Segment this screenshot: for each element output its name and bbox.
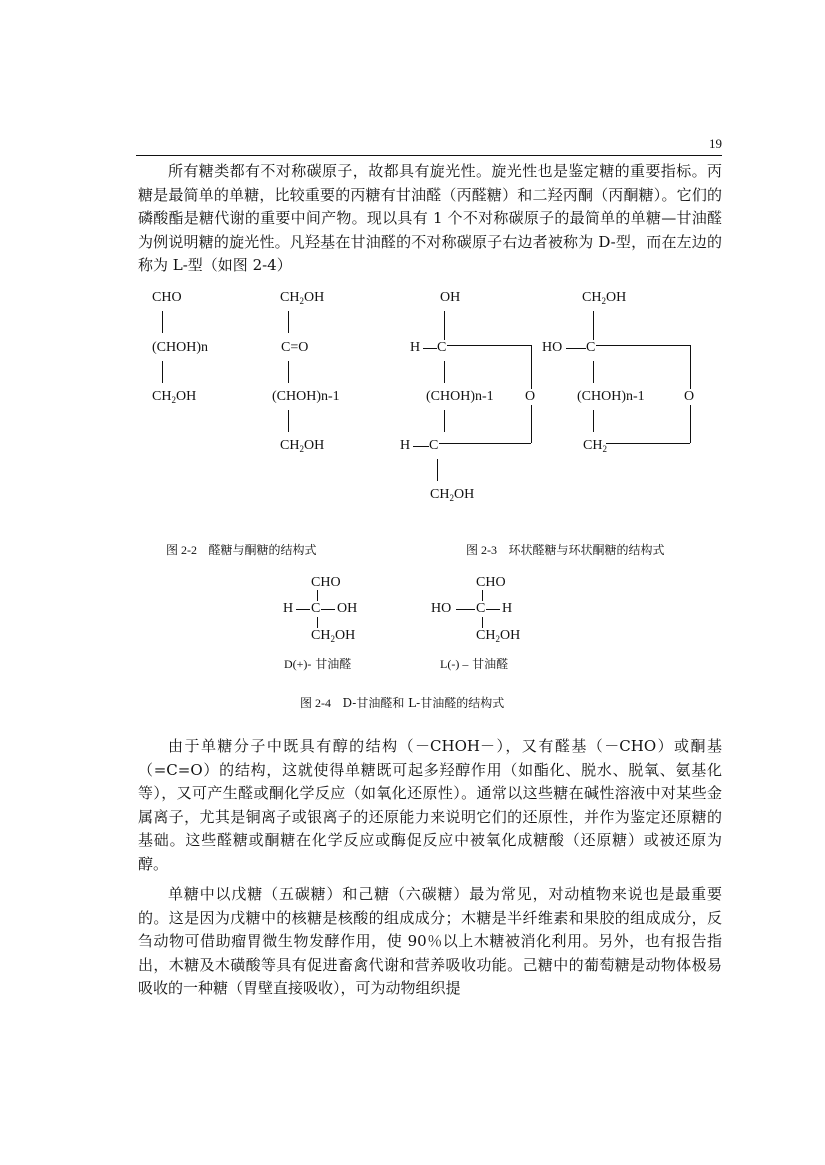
cyclic-ketose-top: $CH_2OH$ — [582, 290, 627, 306]
d-glyceraldehyde-label: D(+)- 甘油醛 — [284, 657, 352, 671]
bond — [317, 617, 318, 628]
l-glyceraldehyde-label: L(-) – 甘油醛 — [440, 657, 509, 671]
bond — [482, 590, 483, 601]
ketose-top: $CH_2OH$ — [280, 290, 325, 306]
figure-2-3-caption: 图 2-3 环状醛糖与环状酮糖的结构式 — [466, 543, 665, 557]
bond — [288, 361, 289, 383]
cyclic-ketose-middle: (CHOH)n-1 — [577, 389, 645, 404]
cyclic-ketose-bottom: $CH_2$ — [583, 438, 607, 454]
cyclic-aldose-middle: (CHOH)n-1 — [426, 389, 494, 404]
d-glyceraldehyde-oh: OH — [337, 601, 358, 616]
bond — [437, 459, 438, 481]
cyclic-ketose-ho: HO — [542, 340, 563, 355]
cyclic-aldose-h2: H — [400, 438, 411, 453]
bond — [482, 617, 483, 628]
l-glyceraldehyde-ho: HO — [431, 601, 452, 616]
bond — [288, 410, 289, 432]
bond — [444, 311, 445, 340]
paragraph-intro: 所有糖类都有不对称碳原子，故都具有旋光性。旋光性也是鉴定糖的重要指标。丙糖是最简单的单糖，比较重要的丙糖有甘油醛（丙醛糖）和二羟丙酮（丙酮糖）。它们的磷酸酯是糖代谢的重要中间产物。现以具有 1 个不对称碳原子的最简单的单糖—甘油醛为例说明糖的旋光性。凡羟基在甘油醛的不对称碳原子右边者被称为 D-型，而在左边的称为 L-型（如图 2-4） — [138, 162, 722, 274]
bond — [444, 410, 445, 432]
ketose-bottom: $CH_2OH$ — [280, 438, 325, 454]
bond — [593, 311, 594, 340]
bond — [288, 311, 289, 333]
cyclic-aldose-ring-o: O — [525, 389, 536, 404]
d-glyceraldehyde-top: CHO — [311, 575, 341, 590]
bond — [444, 361, 445, 383]
ketose-carbonyl: C=O — [281, 340, 309, 355]
d-glyceraldehyde-h: H — [283, 601, 294, 616]
bond — [317, 590, 318, 601]
ring-bond — [439, 443, 531, 444]
l-glyceraldehyde-bottom: $CH_2OH$ — [476, 628, 521, 644]
cyclic-ketose-ring-o: O — [684, 389, 695, 404]
paragraph-reactivity: 由于单糖分子中既具有醇的结构（－CHOH－），又有醛基（－CHO）或酮基（=C=O）的结构，这就使得单糖既可起多羟醇作用（如酯化、脱水、脱氧、氨基化等），又可产生醛或酮化学反应（如氧化还原性）。通常以这些糖在碱性溶液中对某些金属离子，尤其是铜离子或银离子的还原能力来说明它们的还原性，并作为鉴定还原糖的基础。这些醛糖或酮糖在化学反应或酶促反应中被氧化成糖酸（还原糖）或被还原为醇。 — [138, 737, 722, 873]
figure-2-4-caption: 图 2-4 D-甘油醛和 L-甘油醛的结构式 — [300, 696, 505, 710]
ring-bond — [596, 345, 690, 346]
cyclic-ketose-c1: C — [586, 340, 596, 355]
cyclic-aldose-c1: C — [437, 340, 447, 355]
l-glyceraldehyde-top: CHO — [476, 575, 506, 590]
header-rule — [136, 155, 722, 156]
bond — [321, 609, 335, 610]
aldose-middle: (CHOH)n — [152, 340, 208, 355]
cyclic-aldose-c2: C — [429, 438, 439, 453]
bond — [296, 609, 310, 610]
cyclic-aldose-h1: H — [410, 340, 421, 355]
ring-bond — [447, 345, 531, 346]
bond — [566, 348, 586, 349]
bond — [486, 609, 500, 610]
d-glyceraldehyde-bottom: $CH_2OH$ — [311, 628, 356, 644]
bond — [413, 446, 429, 447]
page-number: 19 — [709, 136, 722, 151]
l-glyceraldehyde-h: H — [502, 601, 513, 616]
paragraph-pentose-hexose: 单糖中以戊糖（五碳糖）和己糖（六碳糖）最为常见，对动植物来说也是最重要的。这是因为戊糖中的核糖是核酸的组成成分；木糖是半纤维素和果胶的组成成分，反刍动物可借助瘤胃微生物发酵作用，使 90％以上木糖被消化利用。另外，也有报告指出，木糖及木磺酸等具有促进畜禽代谢和营养吸收功能。己糖中的葡萄糖是动物体极易吸收的一种糖（胃壁直接吸收），可为动物组织提 — [138, 885, 722, 997]
ketose-middle: (CHOH)n-1 — [272, 389, 340, 404]
aldose-bottom: $CH_2OH$ — [152, 389, 197, 405]
ring-bond — [606, 443, 690, 444]
l-glyceraldehyde-c: C — [476, 601, 486, 616]
bond — [162, 311, 163, 333]
figure-2-2-caption: 图 2-2 醛糖与酮糖的结构式 — [166, 543, 317, 557]
bond — [423, 348, 437, 349]
bond — [456, 609, 475, 610]
d-glyceraldehyde-c: C — [311, 601, 321, 616]
cyclic-aldose-bottom: $CH_2OH$ — [430, 487, 475, 503]
bond — [593, 361, 594, 383]
aldose-top: CHO — [152, 290, 182, 305]
bond — [162, 361, 163, 383]
cyclic-aldose-top: OH — [440, 290, 461, 305]
bond — [593, 410, 594, 432]
